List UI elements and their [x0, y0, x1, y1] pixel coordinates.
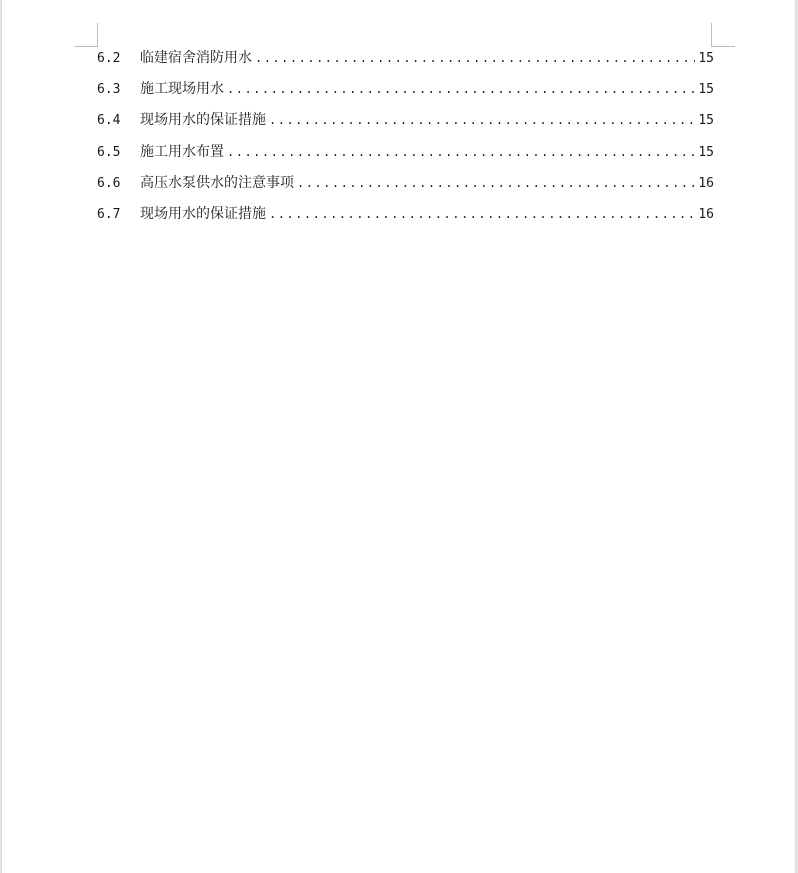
toc-entry-title: 现场用水的保证措施 [140, 205, 266, 222]
toc-entry-title: 施工用水布置 [140, 143, 224, 160]
toc-entry[interactable] [97, 47, 714, 78]
toc-entry-title: 施工现场用水 [140, 81, 224, 98]
table-of-contents [97, 47, 714, 234]
toc-entry-page: 15 [698, 113, 714, 129]
toc-entry[interactable] [97, 203, 714, 234]
toc-entry-page: 15 [698, 51, 714, 66]
toc-entry-number: 6.7 [97, 206, 121, 222]
toc-entry-number: 6.3 [97, 82, 121, 98]
toc-dot-leader [227, 82, 695, 96]
toc-entry-page: 16 [698, 206, 714, 222]
toc-entry[interactable] [97, 141, 714, 172]
toc-entry-title: 现场用水的保证措施 [140, 112, 266, 129]
toc-entry-number: 6.6 [97, 175, 121, 191]
toc-entry-title: 临建宿舍消防用水 [140, 50, 252, 66]
toc-dot-leader [227, 145, 695, 159]
toc-entry[interactable] [97, 78, 714, 109]
toc-dot-leader [269, 113, 695, 127]
toc-dot-leader [269, 207, 695, 221]
document-page [1, 0, 796, 873]
margin-corner-top-right [711, 23, 735, 47]
toc-dot-leader [297, 176, 695, 190]
toc-entry[interactable] [97, 109, 714, 140]
toc-entry-number: 6.4 [97, 113, 121, 129]
toc-entry-number: 6.2 [97, 51, 121, 66]
toc-entry-page: 15 [698, 82, 714, 98]
toc-entry-title: 高压水泵供水的注意事项 [140, 174, 294, 191]
toc-entry-page: 15 [698, 144, 714, 160]
toc-entry-number: 6.5 [97, 144, 121, 160]
margin-corner-top-left [74, 23, 98, 47]
toc-entry[interactable] [97, 172, 714, 203]
toc-entry-page: 16 [698, 175, 714, 191]
toc-dot-leader [255, 51, 695, 65]
